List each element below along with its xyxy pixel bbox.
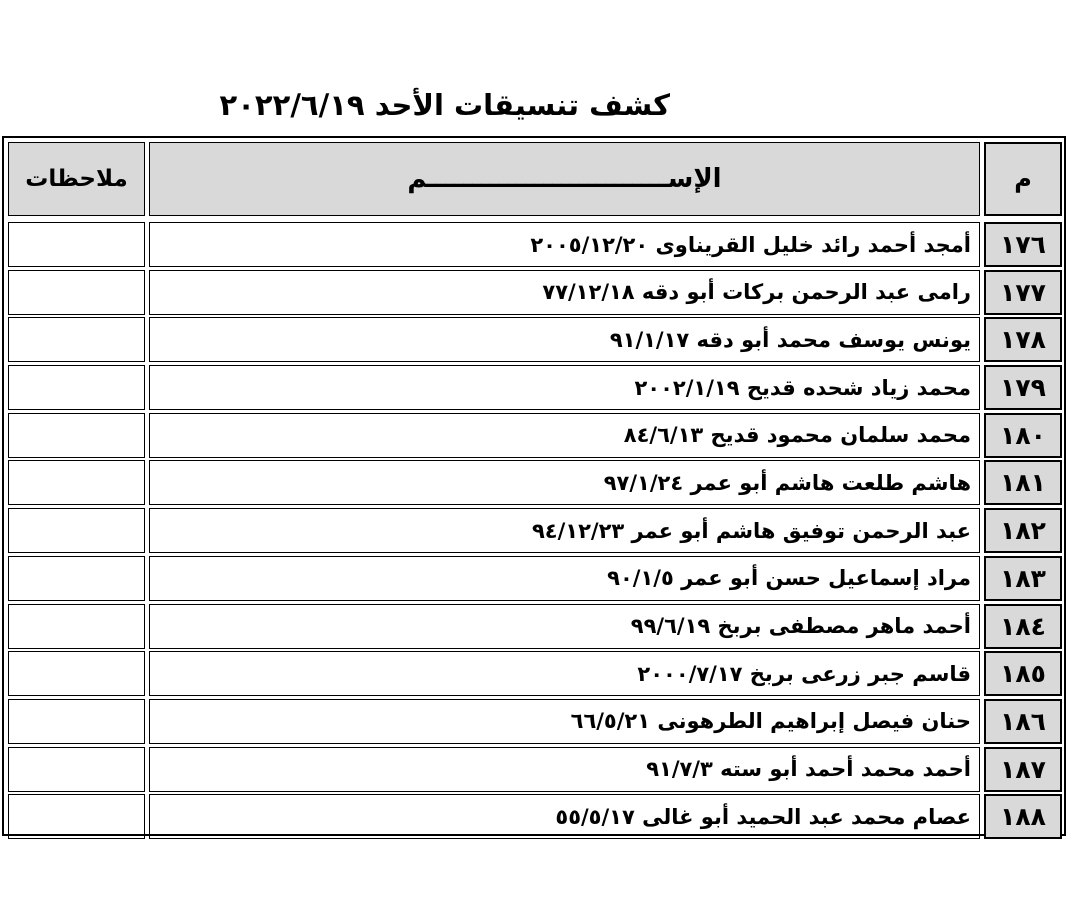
row-name: أحمد ماهر مصطفى بربخ ٩٩/٦/١٩ [149, 604, 980, 649]
row-number: ١٨٣ [984, 556, 1062, 601]
row-name: عصام محمد عبد الحميد أبو غالى ٥٥/٥/١٧ [149, 794, 980, 839]
row-notes [8, 270, 145, 315]
row-number: ١٨٧ [984, 747, 1062, 792]
row-notes [8, 651, 145, 696]
table-row [8, 317, 1062, 365]
table-header [8, 142, 1062, 216]
row-notes [8, 794, 145, 839]
table-row [8, 222, 1062, 270]
table-row [8, 651, 1062, 699]
table-row [8, 794, 1062, 842]
row-number: ١٨٢ [984, 508, 1062, 553]
row-notes [8, 508, 145, 553]
row-name: عبد الرحمن توفيق هاشم أبو عمر ٩٤/١٢/٢٣ [149, 508, 980, 553]
table-row [8, 699, 1062, 747]
row-number: ١٨٨ [984, 794, 1062, 839]
row-name: مراد إسماعيل حسن أبو عمر ٩٠/١/٥ [149, 556, 980, 601]
row-notes [8, 222, 145, 267]
header-notes: ملاحظات [8, 142, 145, 216]
row-number: ١٧٦ [984, 222, 1062, 267]
row-notes [8, 365, 145, 410]
table-row [8, 460, 1062, 508]
row-name: رامى عبد الرحمن بركات أبو دقه ٧٧/١٢/١٨ [149, 270, 980, 315]
row-number: ١٨١ [984, 460, 1062, 505]
row-number: ١٨٤ [984, 604, 1062, 649]
row-name: محمد زياد شحده قديح ٢٠٠٢/١/١٩ [149, 365, 980, 410]
table-row [8, 270, 1062, 318]
row-name: أمجد أحمد رائد خليل القريناوى ٢٠٠٥/١٢/٢٠ [149, 222, 980, 267]
table-body [8, 222, 1062, 842]
row-number: ١٧٧ [984, 270, 1062, 315]
row-notes [8, 460, 145, 505]
row-notes [8, 604, 145, 649]
row-number: ١٧٩ [984, 365, 1062, 410]
row-name: يونس يوسف محمد أبو دقه ٩١/١/١٧ [149, 317, 980, 362]
row-name: هاشم طلعت هاشم أبو عمر ٩٧/١/٢٤ [149, 460, 980, 505]
page-title: كشف تنسيقات الأحد ٢٠٢٢/٦/١٩ [219, 88, 670, 122]
table-row [8, 508, 1062, 556]
row-number: ١٧٨ [984, 317, 1062, 362]
table-row [8, 604, 1062, 652]
row-name: أحمد محمد أحمد أبو سته ٩١/٧/٣ [149, 747, 980, 792]
row-name: حنان فيصل إبراهيم الطرهونى ٦٦/٥/٢١ [149, 699, 980, 744]
row-number: ١٨٦ [984, 699, 1062, 744]
header-number: م [984, 142, 1062, 216]
row-notes [8, 317, 145, 362]
row-notes [8, 699, 145, 744]
table-row [8, 747, 1062, 795]
row-name: محمد سلمان محمود قديح ٨٤/٦/١٣ [149, 413, 980, 458]
row-number: ١٨٥ [984, 651, 1062, 696]
row-notes [8, 747, 145, 792]
table-row [8, 365, 1062, 413]
row-number: ١٨٠ [984, 413, 1062, 458]
row-name: قاسم جبر زرعى بربخ ٢٠٠٠/٧/١٧ [149, 651, 980, 696]
header-name: الإســـــــــــــــــــــــــــم [149, 142, 980, 216]
table-row [8, 556, 1062, 604]
table-row [8, 413, 1062, 461]
row-notes [8, 413, 145, 458]
row-notes [8, 556, 145, 601]
